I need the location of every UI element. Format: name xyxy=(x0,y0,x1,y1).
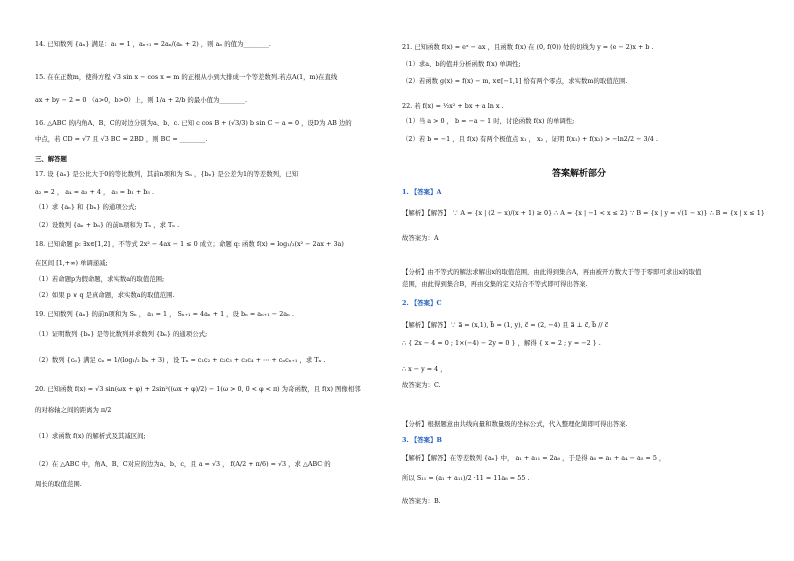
right-line: 22. 若 f(x) = ½x² + bx + a ln x . xyxy=(402,102,504,110)
left-line: （2）如果 p ∨ q 是真命题，求实数a的取值范围. xyxy=(35,291,175,299)
right-line: 【分析】根据题意由共线向量和数量级的坐标公式，代入整理化简即可得出答案. xyxy=(402,420,628,428)
right-line: ∴ { 2x − 4 = 0 ; 1×(−4) − 2y = 0 } ，解得 { x = 2 ; y = −2 } . xyxy=(402,339,601,347)
left-line: 15. 在在正数m，使得方程 √3 sin x − cos x = m 的正根从小到大排成一个等差数列.若点A(1，m)在直线 xyxy=(35,73,338,81)
right-line: （1）当 a > 0 ， b = −a − 1 时，讨论函数 f(x) 的单调性; xyxy=(402,117,575,125)
right-line: （2）若 b = −1 ，且 f(x) 有两个极值点 x₁ ， x₂ ，证明 f(x₁) + f(x₂) > −ln2/2 − 3/4 . xyxy=(402,135,658,143)
right-line: （1）求a、b的值并分析函数 f(x) 单调性; xyxy=(402,60,521,68)
right-line: 1. 【答案】A xyxy=(402,188,442,196)
right-line: 【解析】【解答】∵ a⃗ = (x,1), b⃗ = (1, y), c⃗ = (2, −4) 且 a⃗ ⊥ c⃗, b⃗ // c⃗ xyxy=(402,321,609,329)
right-line: 所以 S₁₁ = (a₁ + a₁₁)/2 ·11 = 11a₆ = 55 . xyxy=(402,474,530,482)
left-line: （2）设数列 {aₙ + bₙ} 的前n项和为 Tₙ ，求 Tₙ . xyxy=(35,221,180,229)
left-line: （2）在 △ABC 中，角A、B、C对应的边为a、b、c，且 a = √3 ， f(A/2 + π/6) = √3 ，求 △ABC 的 xyxy=(35,460,331,468)
left-line: （1）求 {aₙ} 和 {bₙ} 的通项公式; xyxy=(35,203,137,211)
left-line: 20. 已知函数 f(x) = √3 sin(ωx + φ) + 2sin²((ωx + φ)/2) − 1(ω > 0, 0 < φ < π) 为奇函数，且 f(x) 图像相邻 xyxy=(35,385,361,393)
left-line: 三、解答题 xyxy=(35,155,67,163)
left-line: 周长的取值范围. xyxy=(35,480,82,488)
right-line: 【解析】【解答】 ∵ A = {x | (2 − x)/(x + 1) ≥ 0} ∴ A = {x | −1 < x ≤ 2} ∵ B = {x | y = √(1 − x)} ∴ B = {x | x ≤ 1} xyxy=(402,209,765,217)
left-line: （1）求函数 f(x) 的解析式及其减区间; xyxy=(35,432,146,440)
left-line: （1）若命题p为假命题，求实数a的取值范围; xyxy=(35,275,165,283)
left-line: a₂ = 2 ， a₄ = a₃ + 4 ， a₃ = b₁ + b₅ . xyxy=(35,188,154,196)
right-line: 21. 已知函数 f(x) = eˣ − ax ，且函数 f(x) 在 (0, f(0)) 处的切线为 y = (e − 2)x + b . xyxy=(402,43,654,51)
right-line: （2）若函数 g(x) = f(x) − m, x∈[−1,1] 恰有两个零点，求实数m的取值范围. xyxy=(402,77,628,85)
right-line: 范围，由此得到集合B，再由交集的定义结合不等式即可得出答案. xyxy=(402,280,588,288)
left-line: 16. △ABC 的内角A、B、C的对边分别为a、b、c. 已知 c cos B + (√3/3) b sin C − a = 0 ，设D为 AB 边的 xyxy=(35,119,352,127)
left-line: 19. 已知数列 {aₙ} 的前n项和为 Sₙ ， a₁ = 1 ， Sₙ₊₁ = 4aₙ + 1 ，设 bₙ = aₙ₊₁ − 2aₙ . xyxy=(35,310,294,318)
left-line: （2）数列 {cₙ} 满足 cₙ = 1/(log₁/₂ bₙ + 3) ，设 Tₙ = c₁c₂ + c₂c₃ + c₃c₄ + ⋯ + cₙcₙ₊₁ ，求 Tₙ . xyxy=(35,356,326,364)
left-line: 中点，若 CD = √7 且 √3 BC = 2BD ，则 BC = ________. xyxy=(35,135,208,143)
left-line: ax + by − 2 = 0 （a>0，b>0）上，则 1/a + 2/b 的最小值为________. xyxy=(35,96,247,104)
left-line: 17. 设 {aₙ} 是公比大于0的等比数列，其前n项和为 Sₙ ，{bₙ} 是公差为1的等差数列，已知 xyxy=(35,170,299,178)
right-line: ∴ x − y = 4 ， xyxy=(402,365,447,373)
left-line: 18. 已知命题 p: ∃x∈[1,2] ，不等式 2x² − 4ax − 1 ≤ 0 成立；命题 q: 函数 f(x) = log₁/₃(x² − 2ax + 3a) xyxy=(35,240,344,248)
right-line: 3. 【答案】B xyxy=(402,436,442,444)
right-line: 故答案为：C. xyxy=(402,381,441,389)
right-line: 【分析】由不等式的解法求解出x的取值范围，由此得到集合A，再由被开方数大于等于零即可求出x的取值 xyxy=(402,268,702,276)
right-line: 答案解析部分 xyxy=(552,169,607,179)
left-line: （1）证明数列 {bₙ} 是等比数列并求数列 {bₙ} 的通项公式; xyxy=(35,330,208,338)
right-line: 故答案为：A xyxy=(402,234,439,242)
right-line: 故答案为：B. xyxy=(402,497,441,505)
right-line: 【解析】【解答】在等差数列 {aₙ} 中， a₁ + a₁₁ = 2a₆ ，于是得 a₆ = a₁ + a₄ − a₅ = 5 ， xyxy=(402,454,666,462)
right-line: 2. 【答案】C xyxy=(402,299,442,307)
left-line: 14. 已知数列 {aₙ} 满足：a₁ = 1 ，aₙ₊₁ = 2aₙ/(aₙ + 2) ，则 aₙ 的值为________. xyxy=(35,40,271,48)
left-line: 在区间 [1,+∞) 单调递减; xyxy=(35,259,108,267)
left-line: 的对称轴之间的距离为 π/2 xyxy=(35,406,112,414)
